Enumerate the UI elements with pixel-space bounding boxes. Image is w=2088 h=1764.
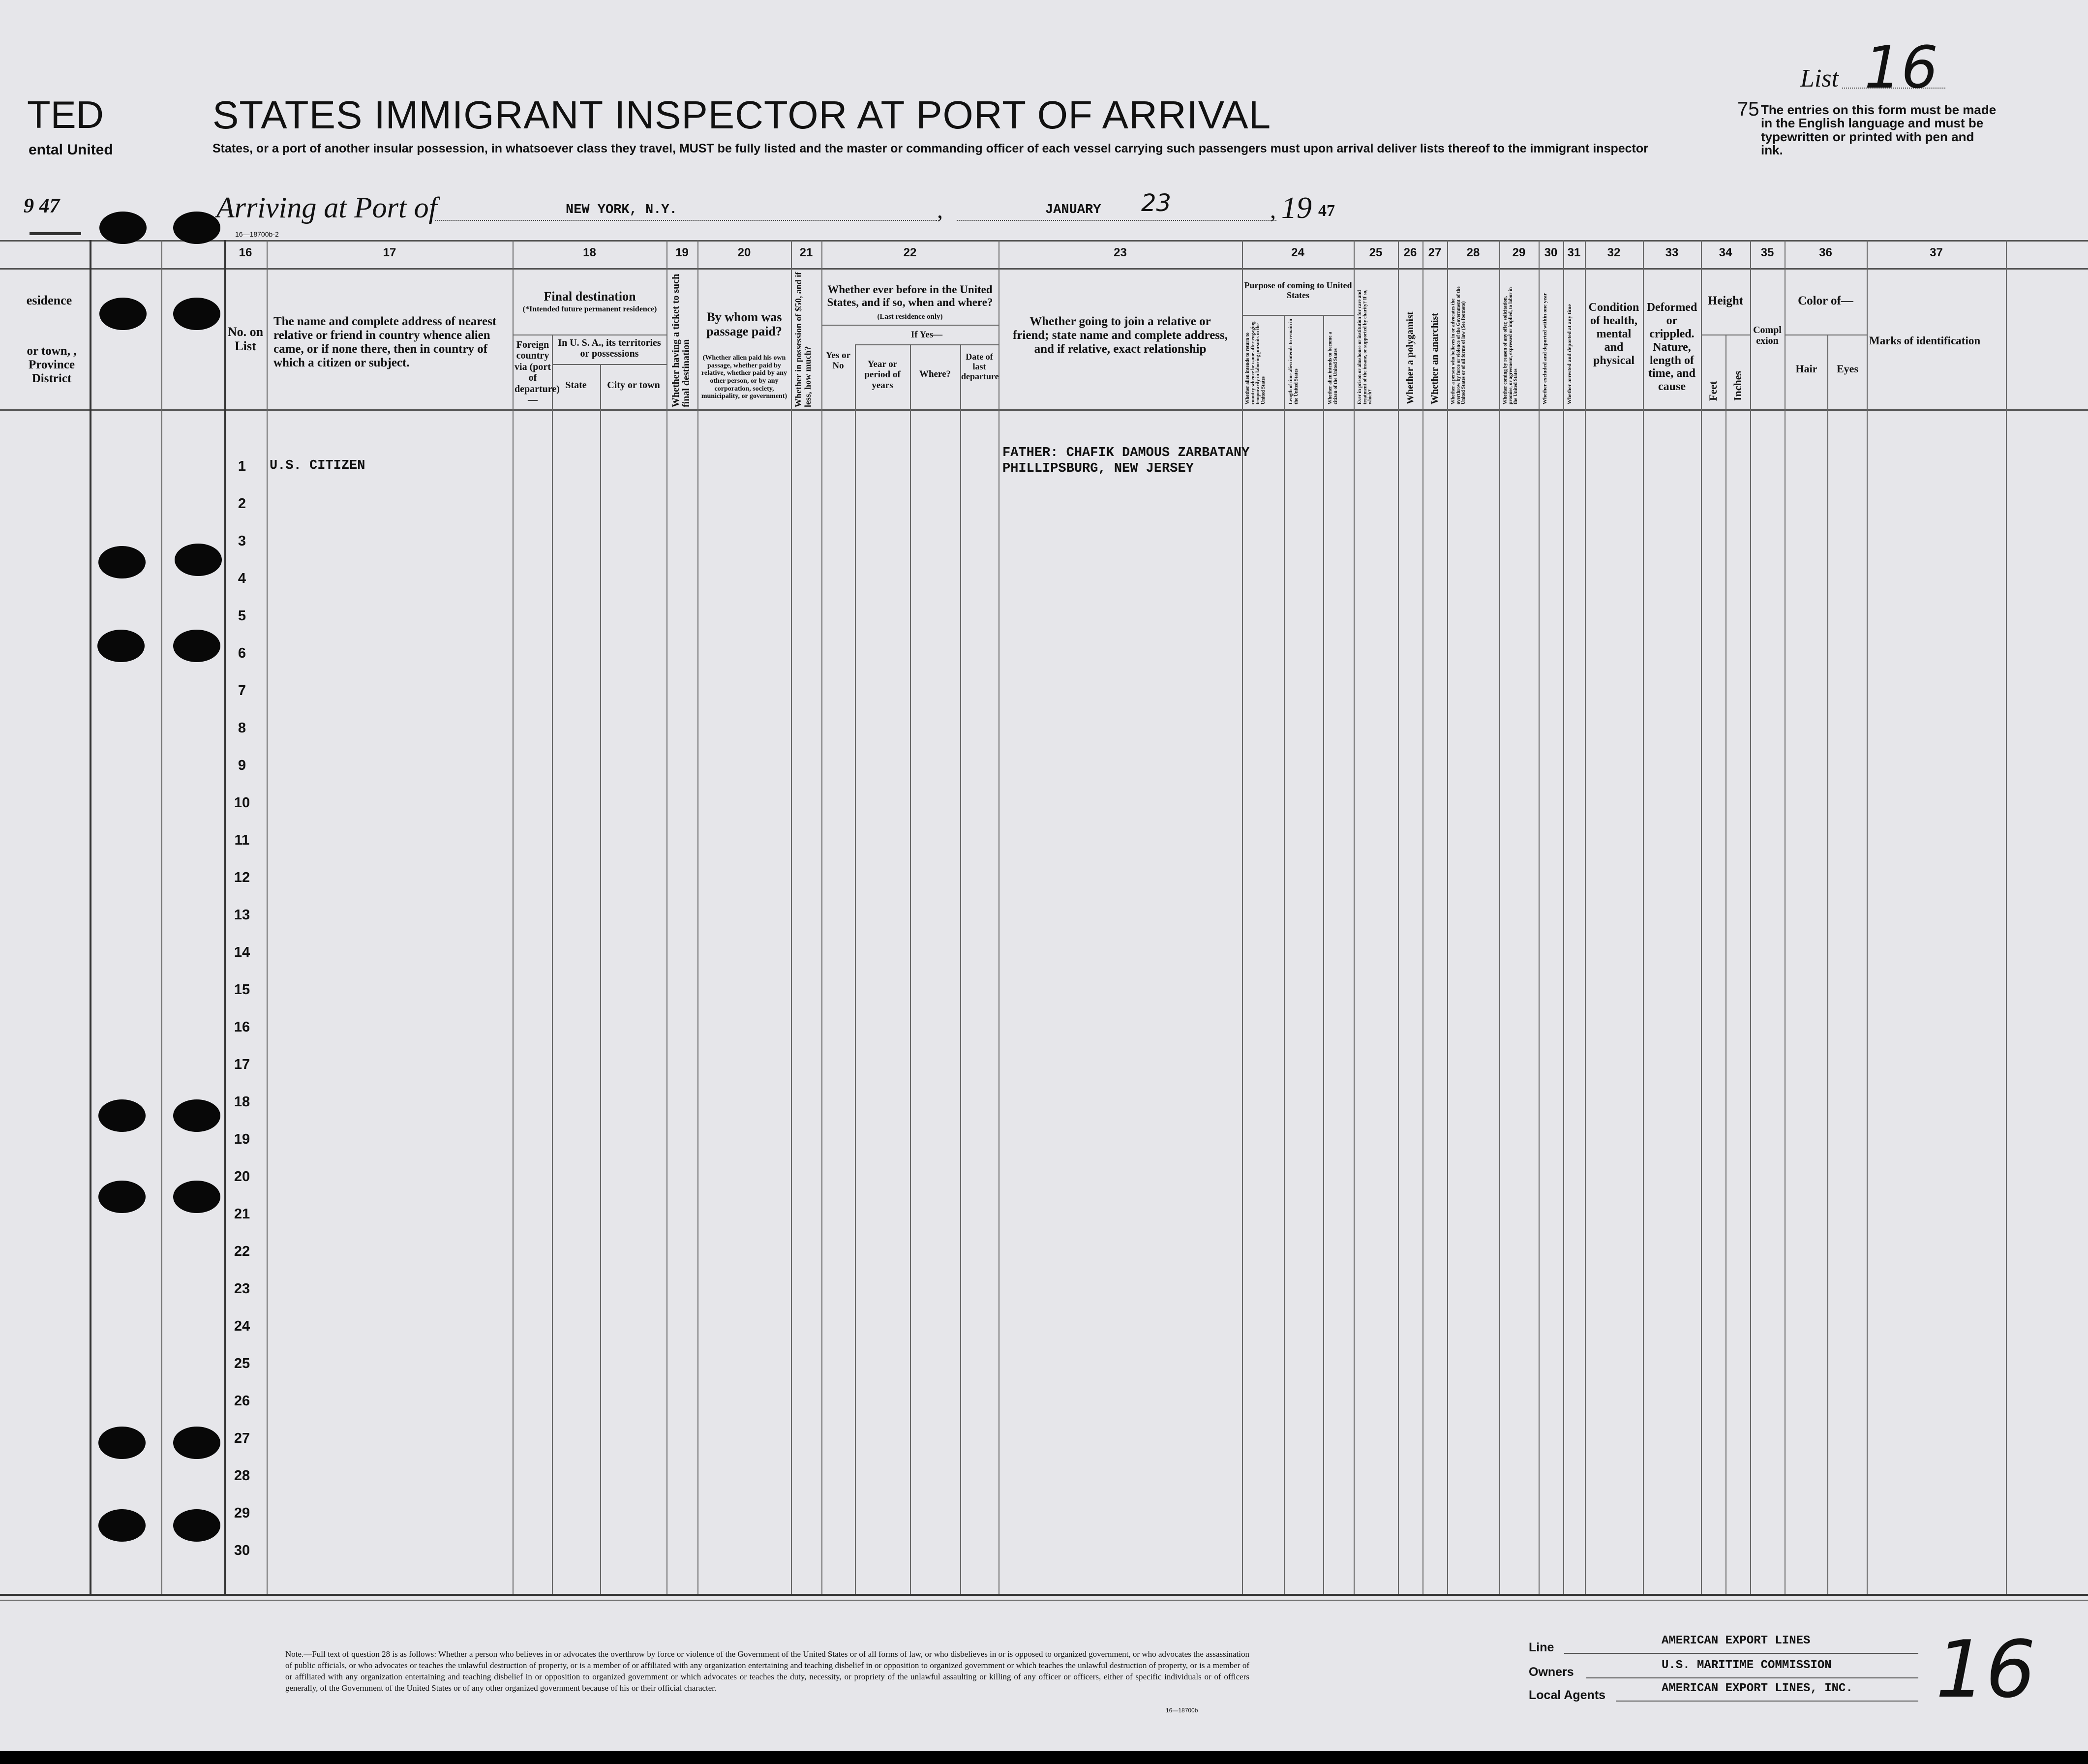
col22-note: (Last residence only): [877, 313, 943, 321]
col-number: 33: [1665, 246, 1679, 259]
vline: [1499, 240, 1500, 1594]
vline: [1867, 240, 1868, 1594]
vline: [821, 240, 822, 1594]
rule-top: [0, 240, 2088, 242]
col18-foreign: Foreign country via (port of departure)—: [514, 339, 560, 405]
vline: [1725, 335, 1726, 1594]
col37-header: Marks of identification: [1869, 335, 1981, 347]
vline: [90, 240, 91, 1594]
row-number: 21: [234, 1206, 250, 1222]
col22-yesno: Yes or No: [825, 350, 851, 371]
year-fragment: 9 47: [24, 195, 60, 217]
row-number: 29: [234, 1505, 250, 1521]
col20-note: (Whether alien paid his own passage, whether paid by relative, whether paid by any other person, or by any corporation, society, municipality, or government): [701, 354, 787, 400]
vline: [960, 344, 961, 1594]
col22-where: Where?: [919, 369, 951, 379]
col17-header: The name and complete address of nearest relative or friend in country whence alien came, or if none there, then in country of which a citizen or subject.: [273, 315, 497, 369]
vline: [697, 240, 698, 1594]
col22-years: Year or period of years: [864, 359, 901, 391]
punch-hole: [173, 1181, 220, 1213]
col27-header: Whether an anarchist: [1429, 313, 1440, 404]
col-number: 25: [1369, 246, 1383, 259]
form-code: 16—18700b-2: [235, 230, 279, 238]
line-value: AMERICAN EXPORT LINES: [1662, 1634, 1811, 1647]
entry-joining-line2: PHILLIPSBURG, NEW JERSEY: [1002, 461, 1194, 476]
punch-hole: [98, 1427, 146, 1459]
col34-title: Height: [1707, 294, 1744, 307]
row-number: 3: [238, 533, 246, 549]
sub-rule-18b: [552, 364, 666, 365]
row-number: 6: [238, 645, 246, 661]
vline: [552, 335, 553, 1594]
col-number: 18: [583, 246, 596, 259]
year-prefix: 19: [1281, 191, 1312, 225]
col30-header: Whether excluded and deported within one year: [1542, 293, 1548, 404]
col-number: 37: [1930, 246, 1943, 259]
footer-note-code: 16—18700b: [1166, 1707, 1198, 1714]
col25-header: Ever in prison or almshouse or institution for care and treatment of the insane, or supported by charity? If so, which?: [1357, 289, 1373, 404]
punch-hole: [173, 212, 220, 244]
vline: [855, 344, 856, 1594]
row-number: 19: [234, 1131, 250, 1147]
row-number: 27: [234, 1430, 250, 1446]
punch-hole: [98, 1509, 146, 1542]
col19-header: Whether having a ticket to such final destination: [670, 274, 692, 407]
col-number: 16: [239, 246, 252, 259]
col-number: 28: [1466, 246, 1480, 259]
vline: [1398, 240, 1399, 1594]
vline: [600, 364, 601, 1594]
col-number: 36: [1819, 246, 1832, 259]
agents-label: Local Agents: [1529, 1688, 1606, 1702]
col-number: 30: [1544, 246, 1558, 259]
rule-bottom: [0, 1594, 2088, 1596]
col23-header: Whether going to join a relative or friend; state name and complete address, and if relative, exact relationship: [1013, 315, 1228, 356]
vline: [1323, 315, 1324, 1594]
row-number: 1: [238, 458, 246, 474]
row-number: 18: [234, 1094, 250, 1110]
row-number: 25: [234, 1356, 250, 1371]
row-number: 20: [234, 1169, 250, 1185]
col24-a: Whether alien intends to return to country whence he came after engaging temporarily in laboring pursuits in the United States: [1245, 321, 1266, 404]
list-label: List: [1800, 64, 1839, 92]
year-suffix: 47: [1318, 202, 1335, 220]
col36-eyes: Eyes: [1837, 363, 1858, 375]
vline: [1827, 335, 1828, 1594]
row-number: 5: [238, 608, 246, 624]
row-number: 11: [234, 832, 250, 848]
owners-underline: [1586, 1677, 1918, 1678]
row-number: 17: [234, 1057, 250, 1072]
punch-hole: [173, 1099, 220, 1132]
vline: [1539, 240, 1540, 1594]
vline: [1563, 240, 1564, 1594]
col34-inches: Inches: [1731, 370, 1744, 401]
col29-header: Whether coming by reason of any offer, solicitation, promise, or agreement, expressed or implied, to labor in the United States: [1503, 287, 1518, 404]
agents-underline: [1616, 1701, 1918, 1702]
col-number: 17: [383, 246, 396, 259]
col-number: 34: [1719, 246, 1732, 259]
row-number: 26: [234, 1393, 250, 1409]
rule-bottom-2: [0, 1600, 2088, 1601]
vline: [910, 344, 911, 1594]
col-number: 32: [1607, 246, 1621, 259]
col-number: 29: [1512, 246, 1526, 259]
col-number: 23: [1114, 246, 1127, 259]
vline: [1284, 315, 1285, 1594]
col22-ifyes: If Yes—: [910, 330, 943, 340]
col35-header: Complexion: [1753, 325, 1782, 347]
form-number: 75: [1737, 98, 1759, 120]
vline: [1585, 240, 1586, 1594]
vline: [1242, 240, 1243, 1594]
sub-rule-22a: [822, 325, 999, 326]
punch-hole: [97, 630, 145, 662]
col36-hair: Hair: [1795, 363, 1817, 375]
row-number: 4: [238, 571, 246, 586]
vline: [1422, 240, 1423, 1594]
residence-header: esidence: [26, 293, 72, 307]
col-number: 31: [1567, 246, 1581, 259]
owners-value: U.S. MARITIME COMMISSION: [1662, 1659, 1832, 1672]
col-number: 27: [1428, 246, 1442, 259]
col24-b: Length of time alien intends to remain in the United States: [1288, 319, 1299, 404]
form-instructions: The entries on this form must be made in the English language and must be typewritten or printed with pen and ink.: [1761, 102, 1997, 157]
col16-header: No. on List: [227, 325, 264, 354]
col32-header: Condition of health, mental and physical: [1588, 301, 1639, 367]
vline: [1750, 240, 1751, 1594]
col-number: 26: [1403, 246, 1417, 259]
row-number: 28: [234, 1468, 250, 1484]
day-value: 23: [1141, 189, 1172, 217]
port-underline: [435, 220, 937, 221]
port-value: NEW YORK, N.Y.: [566, 203, 677, 217]
row-number: 7: [238, 683, 246, 699]
col24-c: Whether alien intends to become a citizen of the United States: [1328, 332, 1338, 404]
col24-title: Purpose of coming to United States: [1244, 280, 1352, 301]
col34-feet: Feet: [1707, 381, 1719, 401]
entry-joining-line1: FATHER: CHAFIK DAMOUS ZARBATANY: [1002, 446, 1250, 460]
page-subtitle: States, or a port of another insular possession, in whatsoever class they travel, MUST be fully listed and the master or commanding officer of each vessel carrying such passengers must upon arrival deliver lists thereof to the immigrant inspector: [212, 142, 1648, 155]
row-number: 9: [238, 758, 246, 773]
col-number: 19: [675, 246, 689, 259]
row-number: 15: [234, 982, 250, 998]
punch-hole: [173, 298, 220, 330]
vline: [666, 240, 667, 1594]
vline: [513, 240, 514, 1594]
row-number: 22: [234, 1244, 250, 1259]
comma-2: ,: [1270, 197, 1276, 223]
punch-hole: [175, 544, 222, 576]
col-number: 21: [799, 246, 813, 259]
page-title: STATES IMMIGRANT INSPECTOR AT PORT OF ARRIVAL: [212, 93, 1271, 137]
row-number: 8: [238, 720, 246, 736]
owners-label: Owners: [1529, 1665, 1574, 1679]
col28-header: Whether a person who believes in or advocates the overthrow by force or violence of the Government of the United States or of all forms of law (See footnote): [1451, 286, 1466, 404]
arriving-label: Arriving at Port of: [216, 191, 437, 224]
col22-title: Whether ever before in the United States, and if so, when and where?: [827, 283, 993, 308]
entry-nearest-relative: U.S. CITIZEN: [270, 458, 365, 473]
line-underline: [1564, 1653, 1918, 1654]
sub-rule-22b: [855, 344, 999, 345]
col20-header: By whom was passage paid?: [706, 310, 782, 339]
col-number: 35: [1760, 246, 1774, 259]
rule-colnum: [0, 268, 2088, 270]
row-number: 2: [238, 496, 246, 512]
col18-city: City or town: [607, 380, 660, 391]
date-underline: [957, 220, 1276, 221]
left-fragment: TED: [27, 93, 104, 136]
vline: [267, 240, 268, 1594]
col36-title: Color of—: [1798, 294, 1853, 307]
vline: [2006, 240, 2007, 1594]
residence-sub-header: or town, , Province District: [27, 344, 77, 385]
vline: [1643, 240, 1644, 1594]
punch-hole: [98, 1181, 146, 1213]
row-number: 23: [234, 1281, 250, 1297]
vline: [791, 240, 792, 1594]
col22-date: Date of last departure: [961, 352, 999, 382]
row-number: 10: [234, 795, 250, 811]
page-number: 16: [1936, 1623, 2036, 1715]
punch-hole: [98, 546, 146, 578]
left-strip-top: [30, 232, 81, 235]
row-number: 12: [234, 870, 250, 885]
footer-note: Note.—Full text of question 28 is as follows: Whether a person who believes in or advocates the overthrow by force or violence of the Government of the United States or of all forms of law, or who disbelieves in or is opposed to organized government, or who advocates the assassination of public officials, or who advocates or teaches the unlawful destruction of property, or is a member of or affiliated with any organization entertaining and teaching disbelief in or opposition to organized government or which teaches the unlawful destruction of property, or is a member of or affiliated with any organization entertaining and teaching disbelief in or opposition to organized government or which advocates or teaches the duty, necessity, or propriety of the unlawful assaulting or killing of any officer or officers, either of specific individuals or of officers generally, of the Government of the United States or of any other organized government because of his or their official character.: [285, 1649, 1249, 1693]
row-number: 14: [234, 944, 250, 960]
row-number: 30: [234, 1543, 250, 1558]
list-number: 16: [1864, 33, 1938, 101]
vline: [1354, 240, 1355, 1594]
rule-header-bottom: [0, 409, 2088, 411]
punch-hole: [173, 1427, 220, 1459]
col18-state: State: [565, 380, 587, 391]
col-number: 20: [737, 246, 751, 259]
col26-header: Whether a polygamist: [1405, 311, 1416, 404]
agents-value: AMERICAN EXPORT LINES, INC.: [1662, 1682, 1853, 1695]
vline: [1447, 240, 1448, 1594]
comma-1: ,: [937, 197, 943, 223]
sub-rule-24: [1242, 315, 1354, 316]
punch-hole: [173, 1509, 220, 1542]
col18-note: (*Intended future permanent residence): [522, 305, 657, 313]
col-number: 24: [1291, 246, 1304, 259]
month-value: JANUARY: [1045, 203, 1101, 217]
col18-title: Final destination: [544, 289, 636, 304]
row-number: 16: [234, 1019, 250, 1035]
vline: [224, 240, 226, 1594]
row-number: 24: [234, 1318, 250, 1334]
punch-hole: [98, 1099, 146, 1132]
punch-hole: [99, 298, 147, 330]
col18-usa: In U. S. A., its territories or possessions: [558, 337, 661, 360]
col21-header: Whether in possession of $50, and if less, how much?: [793, 272, 813, 407]
col-number: 22: [903, 246, 917, 259]
row-number: 13: [234, 907, 250, 923]
left-sub: ental United: [29, 142, 113, 158]
vline: [161, 240, 162, 1594]
col31-header: Whether arrested and deported at any time: [1567, 304, 1573, 404]
punch-hole: [173, 630, 220, 662]
vline: [1701, 240, 1702, 1594]
line-label: Line: [1529, 1641, 1554, 1654]
punch-hole: [99, 212, 147, 244]
col33-header: Deformed or crippled. Nature, length of time, and cause: [1646, 301, 1697, 394]
